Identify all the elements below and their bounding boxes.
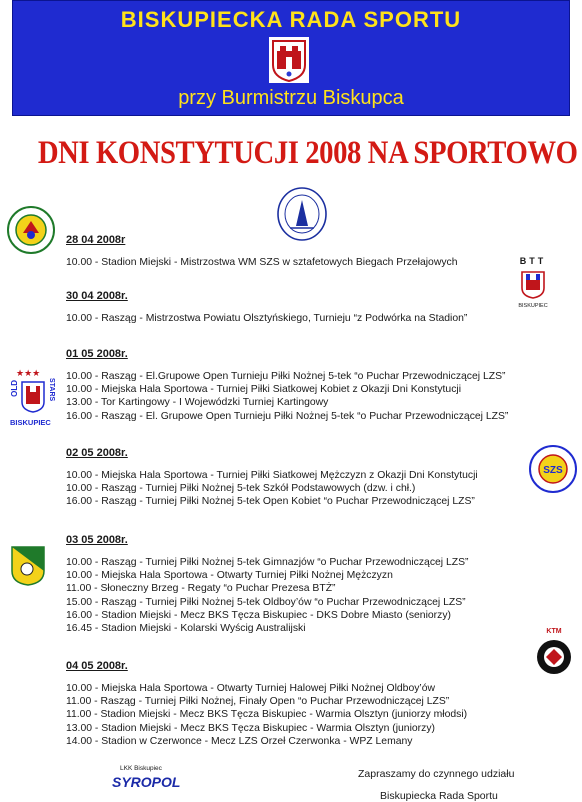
schedule-event: 16.00 - Rasząg - El. Grupowe Open Turnieju Piłki Nożnej 5-tek “o Puchar Przewodniczącej LZS” (66, 410, 509, 422)
town-coat-of-arms-icon (269, 37, 309, 83)
schedule-event: 10.00 - Stadion Miejski - Mistrzostwa WM SZS w sztafetowych Biegach Przełajowych (66, 257, 458, 268)
schedule-event: 10.00 - Rasząg - Turniej Piłki Nożnej 5-tek Szkół Podstawowych (dzw. i chł.) (66, 483, 416, 495)
schedule-event: 10.00 - Miejska Hala Sportowa - Turniej Piłki Siatkowej Kobiet z Okazji Dni Konstytucji (66, 384, 462, 396)
old-stars-side-text: STARS (48, 378, 55, 402)
schedule-event: 13.00 - Tor Kartingowy - I Wojewódzki Turniej Kartingowy (66, 397, 329, 409)
federation-emblem-icon (276, 186, 328, 242)
schedule-date: 03 05 2008r. (66, 534, 128, 546)
header-title: BISKUPIECKA RADA SPORTU (120, 7, 462, 32)
syropol-logo-text: SYROPOL (112, 774, 181, 790)
header-banner (12, 0, 570, 116)
schedule-date: 01 05 2008r. (66, 348, 128, 360)
schedule-event: 15.00 - Rasząg - Turniej Piłki Nożnej 5-tek Oldboy’ów “o Puchar Przewodniczącej LZS” (66, 596, 466, 608)
svg-text:SZS: SZS (543, 465, 563, 476)
page-title: DNI KONSTYTUCJI 2008 NA SPORTOWO (37, 135, 578, 171)
old-stars-logo (10, 368, 62, 430)
schedule-event: 10.00 - Miejska Hala Sportowa - Turniej Piłki Siatkowej Mężczyzn z Okazji Dni Konstytucji (66, 470, 478, 481)
syropol-sponsor-logo (112, 761, 184, 797)
btt-shield-icon (520, 270, 546, 300)
schedule-event: 11.00 - Stadion Miejski - Mecz BKS Tęcza Biskupiec - Warmia Olsztyn (juniorzy młodsi) (66, 709, 468, 721)
lkk-logo-text: LKK Biskupiec (120, 765, 162, 772)
footer-invite: Zapraszamy do czynnego udziału (358, 768, 515, 780)
ktm-club-logo (532, 628, 576, 680)
schedule-event: 16.00 - Rasząg - Turniej Piłki Nożnej 5-tek Open Kobiet “o Puchar Przewodniczącej LZS” (66, 496, 475, 508)
ktm-badge-icon (536, 638, 572, 676)
old-stars-bottom-text: BISKUPIEC (10, 418, 51, 427)
schedule-event: 10.00 - Miejska Hala Sportowa - Otwarty Turniej Piłki Nożnej Mężczyzn (66, 570, 393, 582)
schedule-date: 02 05 2008r. (66, 447, 128, 459)
schedule-event: 16.00 - Stadion Miejski - Mecz BKS Tęcza Biskupiec - DKS Dobre Miasto (seniorzy) (66, 609, 451, 621)
schedule-date: 28 04 2008r (66, 234, 126, 246)
old-stars-top-text: OLD (10, 380, 19, 397)
schedule-date: 04 05 2008r. (66, 660, 128, 672)
footer-signature: Biskupiecka Rada Sportu (380, 790, 498, 802)
schedule-event: 11.00 - Rasząg - Turniej Piłki Nożnej, Finały Open “o Puchar Przewodniczącej LZS” (66, 696, 450, 708)
btt-logo-text: BTT (519, 256, 547, 266)
school-sport-club-badge-icon (6, 205, 56, 255)
schedule-event: 13.00 - Stadion Miejski - Mecz BKS Tęcza Biskupiec - Warmia Olsztyn (juniorzy) (66, 722, 435, 734)
btt-club-logo (508, 256, 558, 316)
schedule-event: 10.00 - Miejska Hala Sportowa - Otwarty Turniej Halowej Piłki Nożnej Oldboy’ów (66, 683, 436, 694)
football-club-shield-icon (10, 545, 46, 587)
sport-club-round-badge-icon (528, 444, 578, 494)
schedule-event: 11.00 - Słoneczny Brzeg - Regaty “o Puchar Prezesa BTŻ” (66, 583, 336, 595)
schedule-event: 10.00 - Rasząg - El.Grupowe Open Turnieju Piłki Nożnej 5-tek “o Puchar Przewodniczącej LZS” (66, 371, 506, 382)
schedule-event: 10.00 - Rasząg - Mistrzostwa Powiatu Olsztyńskiego, Turnieju “z Podwórka na Stadion” (66, 313, 468, 324)
header-subtitle: przy Burmistrzu Biskupca (178, 87, 404, 109)
ktm-logo-text: KTM (546, 628, 562, 635)
stars-icon: ★★★ (16, 368, 41, 378)
schedule-event: 10.00 - Rasząg - Turniej Piłki Nożnej 5-tek Gimnazjów “o Puchar Przewodniczącej LZS” (66, 557, 469, 568)
schedule-event: 16.45 - Stadion Miejski - Kolarski Wyścig Australijski (66, 623, 306, 634)
btt-logo-caption: BISKUPIEC (518, 303, 548, 309)
schedule-date: 30 04 2008r. (66, 290, 128, 302)
schedule-event: 14.00 - Stadion w Czerwonce - Mecz LZS Orzeł Czerwonka - WPZ Lemany (66, 735, 413, 747)
old-stars-shield-icon (20, 380, 46, 414)
